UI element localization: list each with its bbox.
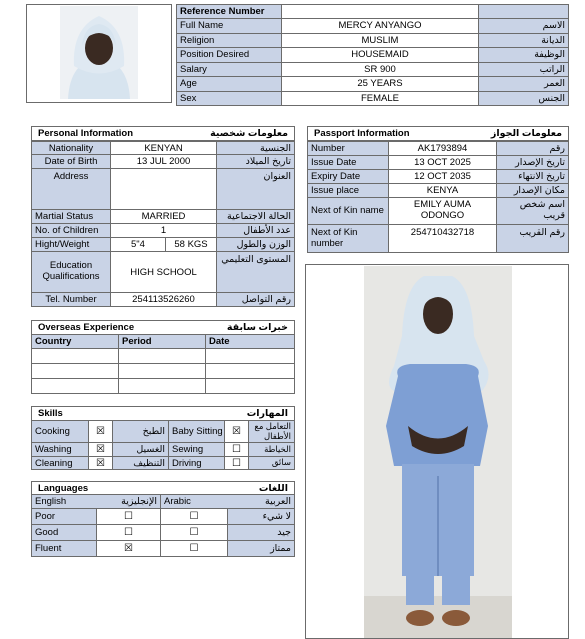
lang-2-english-check[interactable]: ☒ [96, 540, 161, 557]
overseas-title-en: Overseas Experience [38, 322, 135, 333]
dob-ar: تاريخ الميلاد [216, 154, 295, 169]
header-ar-1: الديانة [478, 33, 569, 49]
header-ar-2: الوظيفة [478, 47, 569, 63]
skill-0-en2: Baby Sitting [168, 420, 225, 443]
expiry-date-label: Expiry Date [307, 169, 389, 184]
skill-0-check1[interactable]: ☒ [88, 420, 113, 443]
education-ar: المستوى التعليمي [216, 251, 295, 293]
nationality-ar: الجنسية [216, 141, 295, 155]
children-ar: عدد الأطفال [216, 223, 295, 238]
header-value-0: MERCY ANYANGO [281, 18, 479, 34]
lang-arabic-ar: العربية [265, 496, 291, 507]
lang-0-label: Poor [31, 508, 97, 525]
skill-1-ar1: الغسيل [112, 442, 169, 457]
overseas-col-country: Country [31, 334, 119, 349]
issue-date-label: Issue Date [307, 155, 389, 170]
passport-info-title [307, 126, 569, 141]
skill-1-check1[interactable]: ☒ [88, 442, 113, 457]
overseas-row-2-date [205, 378, 295, 394]
header-label-4: Age [176, 76, 282, 92]
passport-number-ar: رقم [496, 141, 569, 156]
overseas-row-0-period [118, 348, 206, 364]
header-value-1: MUSLIM [281, 33, 479, 49]
kin-number-label: Next of Kin number [307, 224, 389, 253]
skill-1-check2[interactable]: ☐ [224, 442, 249, 457]
lang-english-ar: الإنجليزية [121, 496, 157, 507]
lang-2-arabic-check[interactable]: ☐ [160, 540, 228, 557]
education-label: Education Qualifications [31, 251, 111, 293]
kin-number-ar: رقم القريب [496, 224, 569, 253]
skills-title [31, 406, 295, 421]
personal-info-title [31, 126, 295, 141]
skills-title-en: Skills [38, 408, 63, 419]
overseas-row-1-date [205, 363, 295, 379]
skill-0-en1: Cooking [31, 420, 89, 443]
marital-ar: الحالة الاجتماعية [216, 209, 295, 224]
issue-place-ar: مكان الإصدار [496, 183, 569, 198]
overseas-row-2-period [118, 378, 206, 394]
address-ar: العنوان [216, 168, 295, 210]
headshot-photo [60, 6, 138, 99]
skills-title-ar: المهارات [246, 408, 288, 419]
header-ar-5: الجنس [478, 91, 569, 107]
weight-value: 58 KGS [165, 237, 217, 252]
overseas-row-0-country [31, 348, 119, 364]
tel-ar: رقم التواصل [216, 292, 295, 307]
skill-0-check2[interactable]: ☒ [224, 420, 249, 443]
issue-date-value: 13 OCT 2025 [388, 155, 497, 170]
marital-value: MARRIED [110, 209, 217, 224]
skill-2-ar2: سائق [248, 456, 295, 470]
tel-value: 254113526260 [110, 292, 217, 307]
passport-info-title-en: Passport Information [314, 128, 410, 139]
overseas-row-0-date [205, 348, 295, 364]
overseas-col-date: Date [205, 334, 295, 349]
dob-label: Date of Birth [31, 154, 111, 169]
reference-number-ar [478, 4, 569, 19]
tel-label: Tel. Number [31, 292, 111, 307]
height-value: 5"4 [110, 237, 166, 252]
children-value: 1 [110, 223, 217, 238]
issue-place-label: Issue place [307, 183, 389, 198]
lang-2-label: Fluent [31, 540, 97, 557]
expiry-date-ar: تاريخ الانتهاء [496, 169, 569, 184]
overseas-row-1-country [31, 363, 119, 379]
height-weight-label: Hight/Weight [31, 237, 111, 252]
overseas-title-ar: خبرات سابقة [226, 322, 288, 333]
header-value-2: HOUSEMAID [281, 47, 479, 63]
overseas-row-2-country [31, 378, 119, 394]
lang-1-label: Good [31, 524, 97, 541]
skill-0-ar1: الطبخ [112, 420, 169, 443]
header-ar-0: الاسم [478, 18, 569, 34]
lang-1-english-check[interactable]: ☐ [96, 524, 161, 541]
expiry-date-value: 12 OCT 2035 [388, 169, 497, 184]
reference-number-label: Reference Number [176, 4, 282, 19]
address-value [110, 168, 217, 210]
header-ar-3: الراتب [478, 62, 569, 78]
lang-0-arabic-check[interactable]: ☐ [160, 508, 228, 525]
kin-name-ar: اسم شخص قريب [496, 197, 569, 225]
languages-title [31, 481, 295, 495]
height-weight-ar: الوزن والطول [216, 237, 295, 252]
lang-english-header [31, 494, 161, 509]
skill-2-en1: Cleaning [31, 456, 89, 470]
passport-number-label: Number [307, 141, 389, 156]
skill-1-ar2: الخياطة [248, 442, 295, 457]
header-value-3: SR 900 [281, 62, 479, 78]
address-label: Address [31, 168, 111, 210]
skill-1-en1: Washing [31, 442, 89, 457]
skill-2-check1[interactable]: ☒ [88, 456, 113, 470]
lang-1-ar: جيد [227, 524, 295, 541]
skill-2-ar1: التنظيف [112, 456, 169, 470]
dob-value: 13 JUL 2000 [110, 154, 217, 169]
header-label-1: Religion [176, 33, 282, 49]
passport-number-value: AK1793894 [388, 141, 497, 156]
header-value-4: 25 YEARS [281, 76, 479, 92]
skill-2-en2: Driving [168, 456, 225, 470]
languages-title-en: Languages [38, 482, 89, 494]
issue-place-value: KENYA [388, 183, 497, 198]
full-body-photo [364, 266, 512, 638]
overseas-row-1-period [118, 363, 206, 379]
overseas-col-period: Period [118, 334, 206, 349]
lang-arabic-en: Arabic [164, 496, 191, 507]
reference-number-value [281, 4, 479, 19]
lang-english-en: English [35, 496, 67, 507]
nationality-value: KENYAN [110, 141, 217, 155]
issue-date-ar: تاريخ الإصدار [496, 155, 569, 170]
skill-0-ar2: التعامل مع الأطفال [248, 420, 295, 443]
kin-number-value: 254710432718 [388, 224, 497, 253]
lang-arabic-header [160, 494, 295, 509]
skill-1-en2: Sewing [168, 442, 225, 457]
marital-label: Martial Status [31, 209, 111, 224]
children-label: No. of Children [31, 223, 111, 238]
kin-name-value: EMILY AUMA ODONGO [388, 197, 497, 225]
skill-2-check2[interactable]: ☐ [224, 456, 249, 470]
header-label-5: Sex [176, 91, 282, 107]
header-label-0: Full Name [176, 18, 282, 34]
lang-2-ar: ممتاز [227, 540, 295, 557]
lang-0-ar: لا شيء [227, 508, 295, 525]
header-label-3: Salary [176, 62, 282, 78]
personal-info-title-ar: معلومات شخصية [210, 128, 288, 139]
header-label-2: Position Desired [176, 47, 282, 63]
education-value: HIGH SCHOOL [110, 251, 217, 293]
lang-1-arabic-check[interactable]: ☐ [160, 524, 228, 541]
personal-info-title-en: Personal Information [38, 128, 134, 139]
lang-0-english-check[interactable]: ☐ [96, 508, 161, 525]
languages-title-ar: اللغات [258, 482, 288, 494]
header-value-5: FEMALE [281, 91, 479, 107]
nationality-label: Nationality [31, 141, 111, 155]
overseas-title [31, 320, 295, 335]
passport-info-title-ar: معلومات الجواز [490, 128, 562, 139]
kin-name-label: Next of Kin name [307, 197, 389, 225]
header-ar-4: العمر [478, 76, 569, 92]
